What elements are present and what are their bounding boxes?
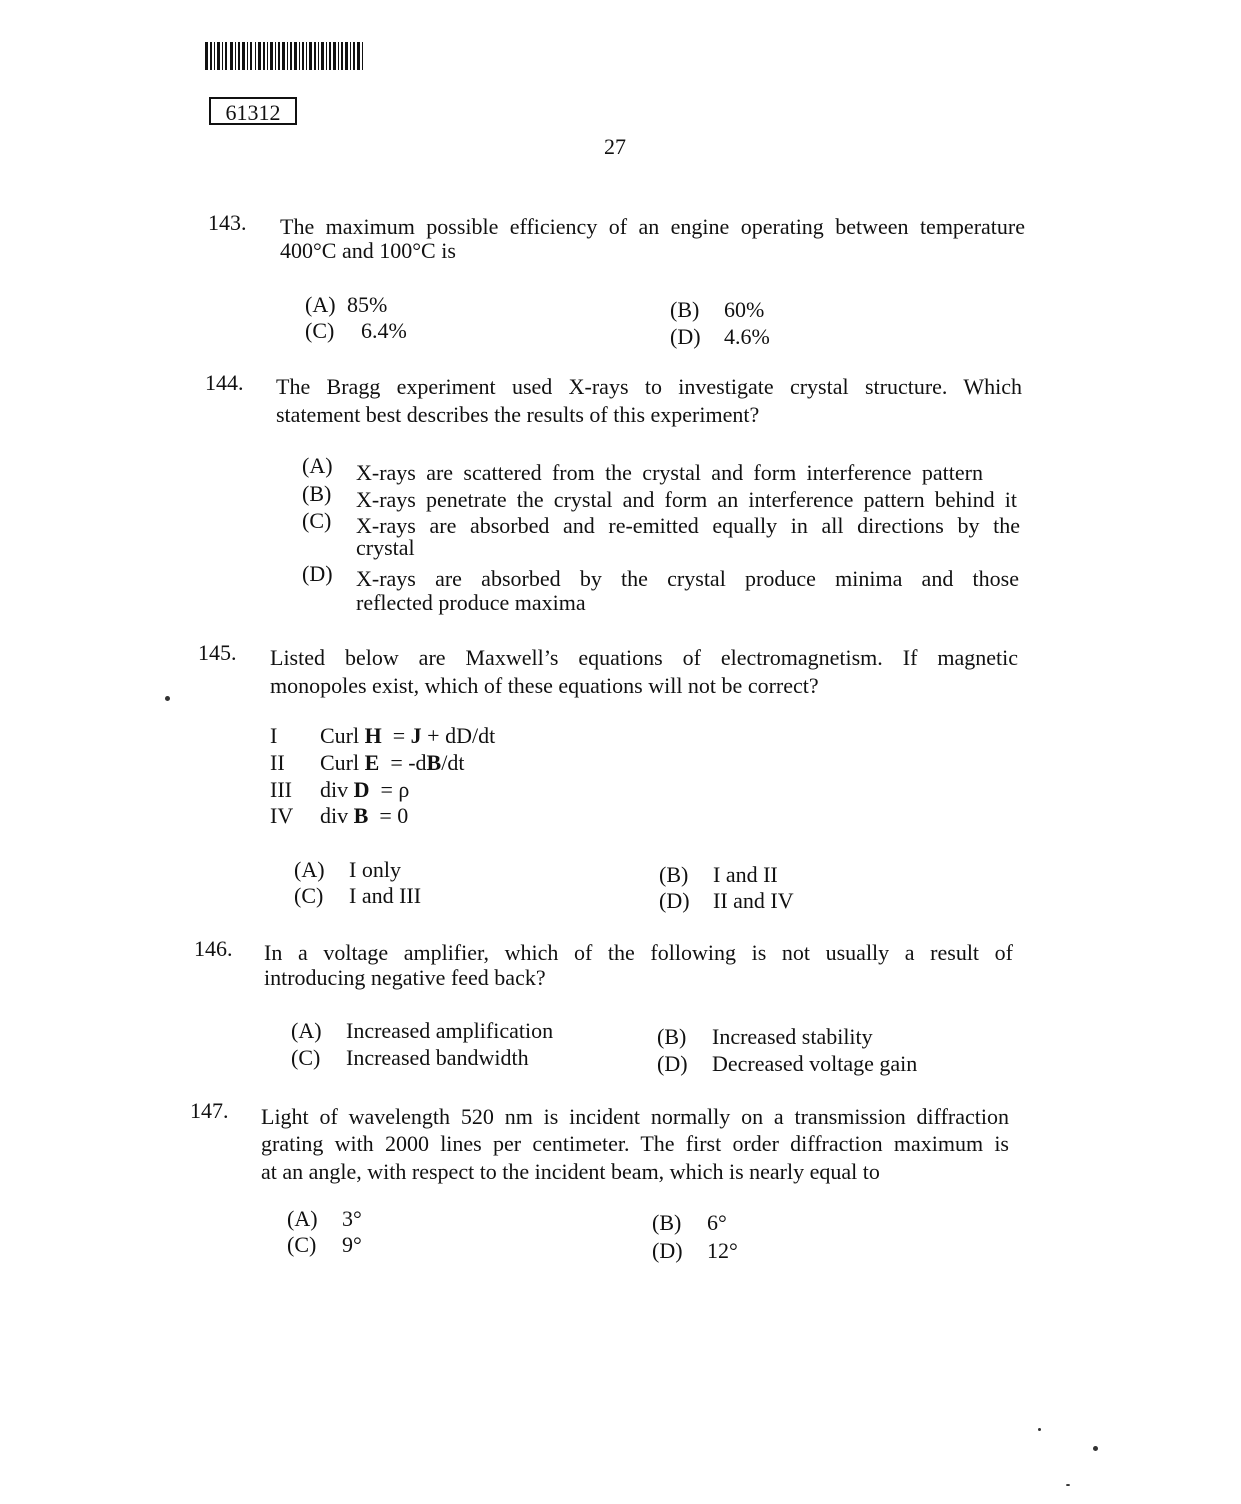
- option-b: [659, 862, 778, 888]
- option-text: Increased amplification: [346, 1018, 554, 1043]
- option-a: [291, 1018, 553, 1044]
- question-text: introducing negative feed back?: [264, 965, 546, 990]
- equation-row: [270, 722, 495, 749]
- option-text: 3°: [342, 1206, 362, 1231]
- equation-operator: div: [320, 803, 349, 828]
- question-text: statement best describes the results of this experiment?: [276, 402, 760, 427]
- option-label: (B): [652, 1210, 682, 1235]
- question-text: at an angle, with respect to the incident beam, which is nearly equal to: [261, 1159, 880, 1184]
- option-a: [305, 292, 387, 318]
- equation-field: H: [364, 723, 382, 748]
- option-text: Increased bandwidth: [346, 1045, 529, 1070]
- option-d: [670, 324, 770, 350]
- question-text: monopoles exist, which of these equations will not be correct?: [270, 673, 819, 698]
- option-text: I and II: [713, 862, 778, 887]
- question-number: 143.: [208, 210, 247, 235]
- option-label: (C): [302, 508, 332, 533]
- equation-row: [270, 749, 464, 776]
- option-text: 9°: [342, 1232, 362, 1257]
- barcode: [205, 42, 363, 70]
- question-number: 144.: [205, 370, 244, 395]
- option-c: [287, 1232, 362, 1258]
- question-number: 147.: [190, 1098, 229, 1123]
- question-text: The Bragg experiment used X-rays to investigate crystal structure. Which: [276, 374, 1022, 399]
- option-text: X-rays are absorbed by the crystal produce minima and those: [356, 566, 1019, 591]
- option-label: (A): [302, 453, 333, 478]
- option-text: I and III: [349, 883, 422, 908]
- question-text: In a voltage amplifier, which of the following is not usually a result of: [264, 940, 1013, 965]
- option-label: (C): [294, 883, 324, 908]
- equation-rhs: =: [392, 723, 411, 748]
- equation-rhs-bold: J: [410, 723, 422, 748]
- option-label: (C): [305, 318, 335, 343]
- page-number: 27: [604, 134, 626, 159]
- option-text: X-rays are absorbed and re-emitted equally in all directions by the: [356, 513, 1020, 538]
- scan-speck: [1066, 1484, 1070, 1486]
- option-text: reflected produce maxima: [356, 590, 586, 615]
- scan-speck: [1038, 1428, 1041, 1431]
- option-c: [305, 318, 407, 344]
- equation-field: E: [364, 750, 380, 775]
- option-label: (B): [657, 1024, 687, 1049]
- option-label: (B): [302, 481, 332, 506]
- option-text: X-rays are scattered from the crystal and form interference pattern: [356, 460, 983, 485]
- option-text: Decreased voltage gain: [712, 1051, 918, 1076]
- option-label: (A): [291, 1018, 322, 1043]
- option-text: II and IV: [713, 888, 794, 913]
- scan-speck: [165, 696, 170, 701]
- option-d: [652, 1238, 738, 1264]
- option-label: (D): [670, 324, 701, 349]
- question-text: Listed below are Maxwell’s equations of electromagnetism. If magnetic: [270, 645, 1018, 670]
- equation-row: [270, 802, 408, 829]
- equation-number: I: [270, 723, 278, 748]
- question-text: 400°C and 100°C is: [280, 238, 456, 263]
- paper-code: 61312: [209, 97, 297, 125]
- option-label: (B): [659, 862, 689, 887]
- option-text: 12°: [707, 1238, 738, 1263]
- equation-number: IV: [270, 803, 294, 828]
- equation-rhs-tail: + dD/dt: [421, 723, 496, 748]
- option-label: (A): [294, 857, 325, 882]
- option-text: 4.6%: [724, 324, 770, 349]
- equation-rhs-bold: B: [426, 750, 442, 775]
- equation-number: III: [270, 777, 292, 802]
- equation-operator: Curl: [320, 750, 360, 775]
- question-text: The maximum possible efficiency of an engine operating between temperature: [280, 214, 1025, 239]
- option-text: 60%: [724, 297, 765, 322]
- option-a: [294, 857, 401, 883]
- option-label: (A): [287, 1206, 318, 1231]
- option-a: [287, 1206, 362, 1232]
- equation-field: B: [353, 803, 369, 828]
- option-c: [294, 883, 421, 909]
- option-label: (D): [652, 1238, 683, 1263]
- option-label: (D): [657, 1051, 688, 1076]
- equation-field: D: [353, 777, 370, 802]
- equation-operator: div: [320, 777, 349, 802]
- scan-speck: [1093, 1446, 1098, 1451]
- option-b: [670, 297, 764, 323]
- option-label: (A): [305, 292, 336, 317]
- equation-row: [270, 776, 409, 803]
- option-text: Increased stability: [712, 1024, 873, 1049]
- question-text: Light of wavelength 520 nm is incident normally on a transmission diffraction: [261, 1104, 1009, 1129]
- option-label: (C): [287, 1232, 317, 1257]
- question-number: 145.: [198, 640, 237, 665]
- option-text: I only: [349, 857, 401, 882]
- option-d: [659, 888, 794, 914]
- equation-rhs: = ρ: [380, 777, 410, 802]
- option-label: (D): [302, 561, 333, 586]
- equation-rhs: = -d: [390, 750, 427, 775]
- option-text: 6.4%: [361, 318, 407, 343]
- option-text: 85%: [347, 292, 388, 317]
- equation-number: II: [270, 750, 285, 775]
- option-label: (D): [659, 888, 690, 913]
- equation-rhs: = 0: [379, 803, 409, 828]
- option-text: 6°: [707, 1210, 727, 1235]
- question-number: 146.: [194, 936, 233, 961]
- option-d: [657, 1051, 917, 1077]
- question-text: grating with 2000 lines per centimeter. The first order diffraction maximum is: [261, 1131, 1009, 1156]
- equation-rhs-tail: /dt: [441, 750, 465, 775]
- option-b: [657, 1024, 873, 1050]
- option-text: crystal: [356, 535, 415, 560]
- option-c: [291, 1045, 529, 1071]
- option-label: (B): [670, 297, 700, 322]
- equation-operator: Curl: [320, 723, 360, 748]
- option-b: [652, 1210, 727, 1236]
- option-text: X-rays penetrate the crystal and form an interference pattern behind it: [356, 487, 1017, 512]
- option-label: (C): [291, 1045, 321, 1070]
